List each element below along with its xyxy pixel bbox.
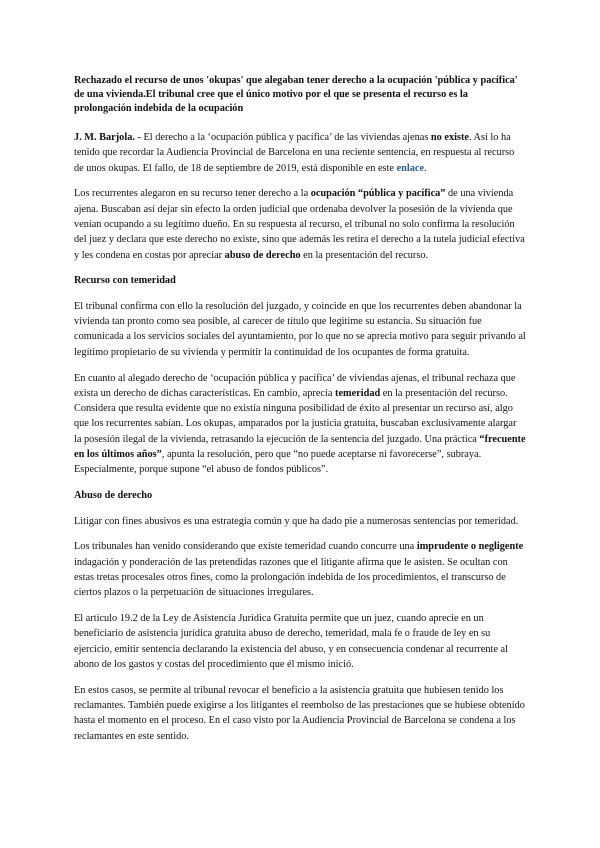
paragraph-appeal: Los recurrentes alegaron en su recurso tener derecho a la ocupación “pública y pacífica” de una vivienda ajena. Buscaban así dejar sin efecto la orden judicial que ordenaba devolver la posesión de la vivienda que venían ocupando a su legítimo dueño. En su respuesta al recurso, el tribunal no solo confirma la resolución del juez y declara que este derecho no existe, sino que además les retira el derecho a la tutela judicial efectiva y les condena en costas por apreciar abuso de derecho en la presentación del recurso.: [74, 188, 525, 261]
paragraph-tribunales: Los tribunales han venido considerando que existe temeridad cuando concurre una imprudente o negligente indagación y ponderación de las pretendidas razones que el litigante afirma que le asisten. Se ocultan con estas tretas procesales otros fines, como la prolongación indebida de los procedimientos, el transcurso de ciertos plazos o la perpetuación de situaciones irregulares.: [74, 541, 524, 599]
paragraph-confirmation: El tribunal confirma con ello la resolución del juzgado, y coincide en que los recurrentes deben abandonar la vivienda tan pronto como sea posible, al carecer de título que legitime su estancia. Su situación fue comunicada a los servicios sociales del ayuntamiento, por lo que no se aprecia motivo para seguir privando al legítimo propietario de su vivienda y permitir la continuidad de los ocupantes de forma gratuita.: [74, 300, 526, 358]
paragraph-intro: J. M. Barjola. - El derecho a la ‘ocupación pública y pacífica’ de las viviendas ajenas no existe. Así lo ha tenido que recordar la Audiencia Provincial de Barcelona en una reciente sentencia, en respuesta al recurso de unos okupas. El fallo, de 18 de septiembre de 2019, está disponible en este enlace.: [74, 132, 515, 174]
ruling-link[interactable]: enlace: [396, 162, 425, 174]
article: [74, 74, 526, 755]
paragraph-casos: En estos casos, se permite al tribunal revocar el beneficio a la asistencia gratuita que hubiesen tenido los reclamantes. También puede exigirse a los litigantes el reembolso de las prestaciones que se hubiese obtenido hasta el momento en el proceso. En el caso visto por la Audiencia Provincial de Barcelona se condena a los reclamantes en este sentido.: [74, 684, 525, 742]
paragraph-litigar: Litigar con fines abusivos es una estrategia común y que ha dado pie a numerosas sentencias por temeridad.: [74, 515, 519, 527]
article-title: Rechazado el recurso de unos 'okupas' que alegaban tener derecho a la ocupación 'pública y pacífica' de una vivienda.El tribunal cree que el único motivo por el que se presenta el recurso es la prolongación indebida de la ocupación: [74, 75, 518, 114]
paragraph-articulo: El artículo 19.2 de la Ley de Asistencia Jurídica Gratuita permite que un juez, cuando aprecie en un beneficiario de asistencia jurídica gratuita abuso de derecho, temeridad, mala fe o fraude de ley en su ejercicio, emitir sentencia declarando la existencia del abuso, y en consecuencia condenar al recurrente al abono de los gastos y costas del procedimiento que él mismo inició.: [74, 613, 508, 671]
section-heading-temeridad: Recurso con temeridad: [74, 275, 176, 287]
section-heading-abuso: Abuso de derecho: [74, 490, 153, 502]
paragraph-temeridad: En cuanto al alegado derecho de ‘ocupación pública y pacífica’ de viviendas ajenas, el tribunal rechaza que exista un derecho de dichas características. En cambio, aprecia temeridad en la presentación del recurso. Considera que resulta evidente que no existía ninguna posibilidad de éxito al presentar un recurso así, algo que los recurrentes sabían. Los okupas, amparados por la justicia gratuita, buscaban exclusivamente alargar la posesión ilegal de la vivienda, retrasando la ejecución de la sentencia del juzgado. Una práctica “frecuente en los últimos años”, apunta la resolución, pero que “no puede aceptarse ni favorecerse”, subraya. Especialmente, porque supone “el abuso de fondos públicos”.: [74, 372, 526, 476]
author-name: J. M. Barjola.: [74, 132, 135, 143]
